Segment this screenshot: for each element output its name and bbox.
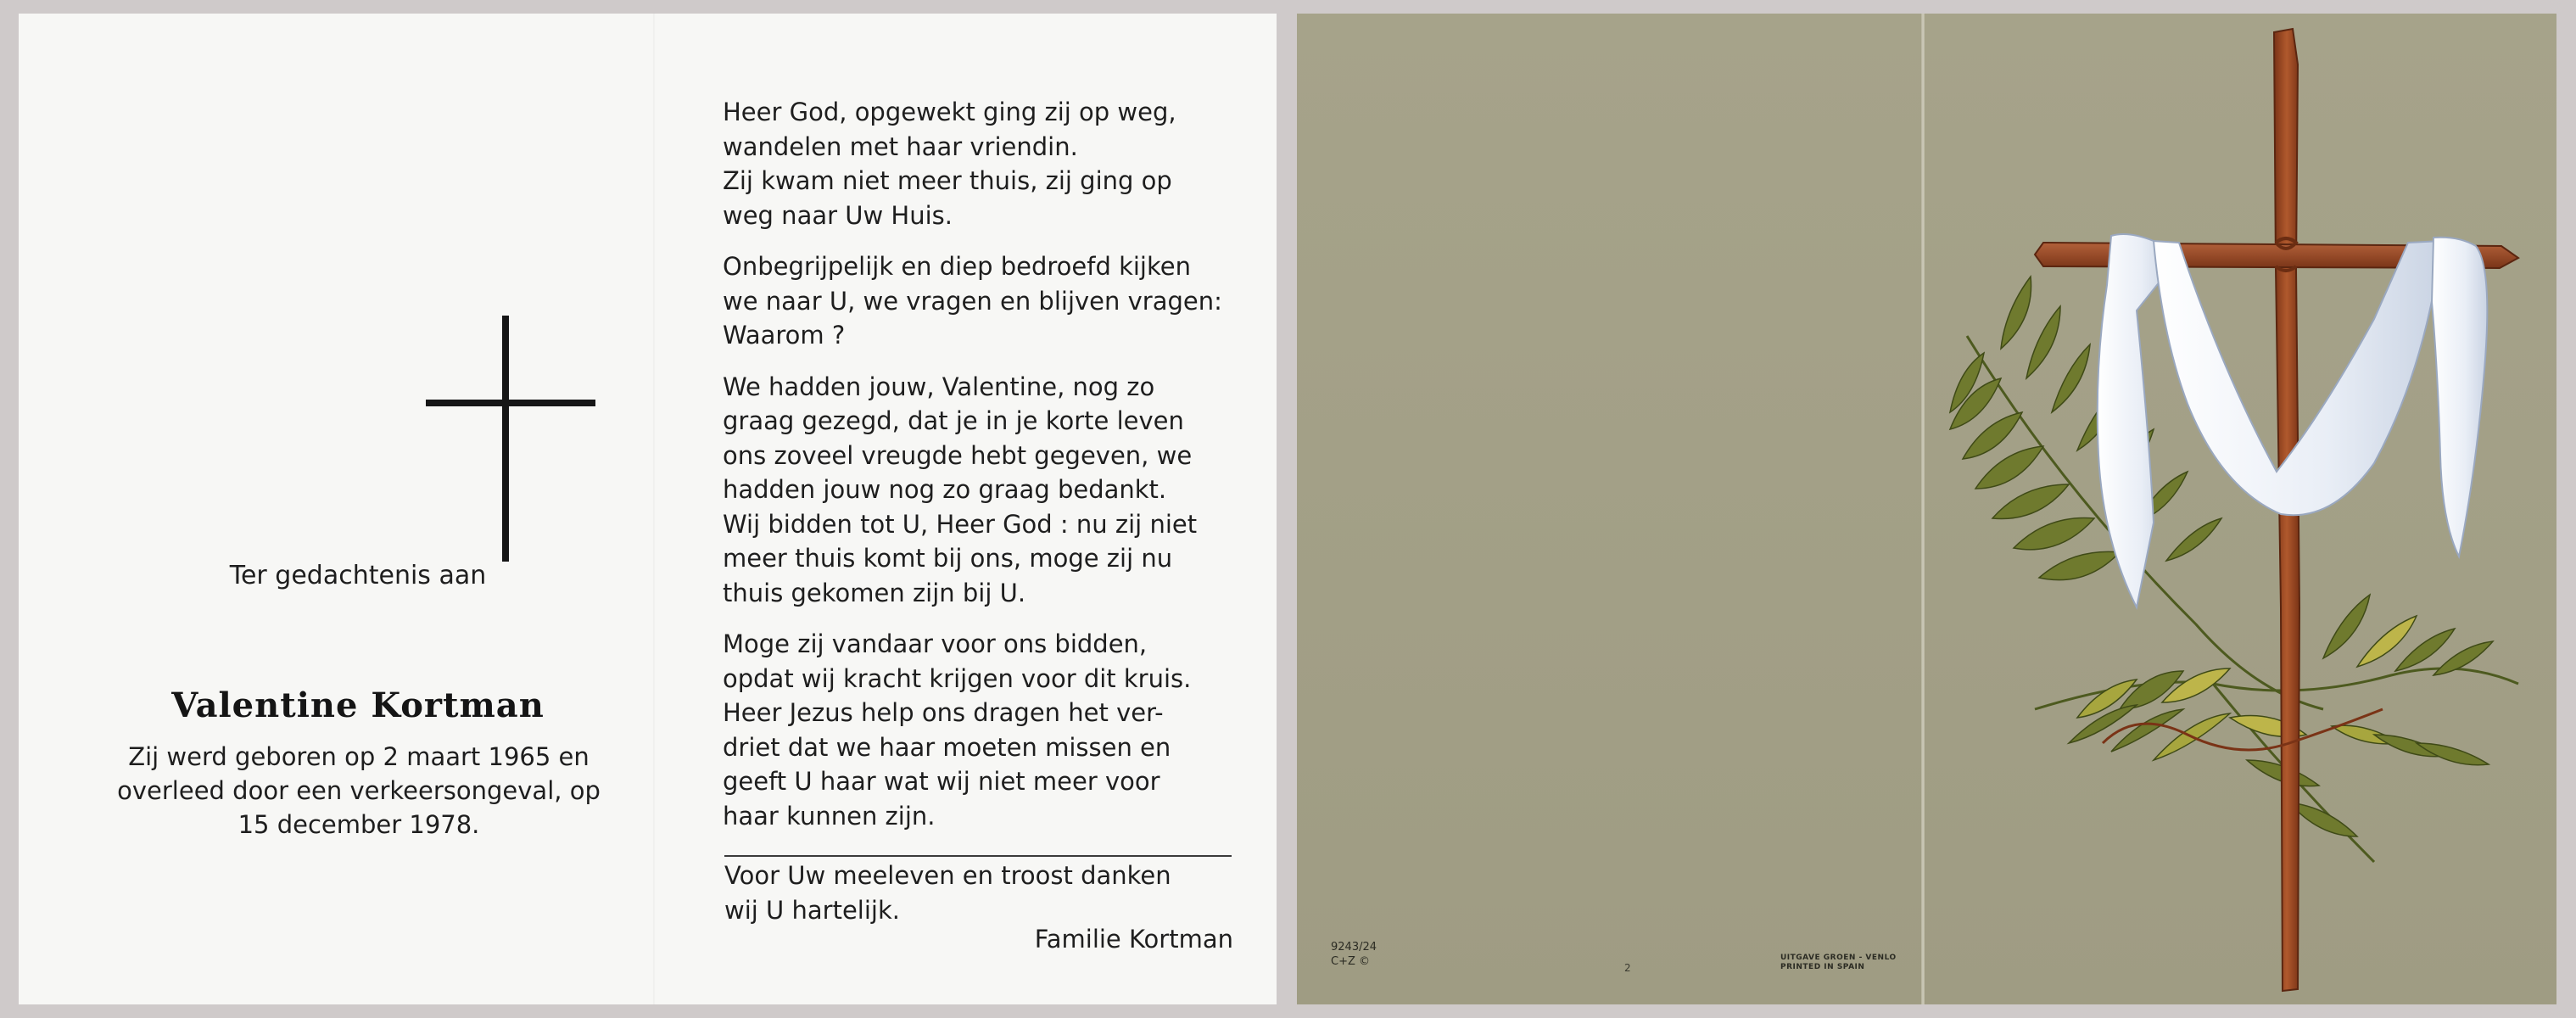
prayer-line: Zij kwam niet meer thuis, zij ging op bbox=[723, 166, 1172, 195]
bio-text bbox=[83, 740, 634, 842]
prayer-line: driet dat we haar moeten missen en bbox=[723, 732, 1171, 762]
publisher-imprint bbox=[1780, 954, 1897, 972]
prayer-line: opdat wij kracht krijgen voor dit kruis. bbox=[723, 663, 1192, 693]
fold-crease bbox=[1921, 14, 1925, 1004]
bio-line: overleed door een verkeersongeval, op bbox=[117, 776, 601, 805]
thanks-line: Voor Uw meeleven en troost danken bbox=[724, 861, 1171, 890]
fold-crease bbox=[653, 14, 655, 1004]
thanks-line: wij U hartelijk. bbox=[724, 895, 900, 925]
prayer-line: wandelen met haar vriendin. bbox=[723, 131, 1078, 161]
print-code bbox=[1331, 940, 1377, 969]
prayer-line: graag gezegd, dat je in je korte leven bbox=[723, 406, 1184, 435]
prayer-line: Wij bidden tot U, Heer God : nu zij niet bbox=[723, 509, 1198, 539]
catalog-number: 9243/24 bbox=[1331, 941, 1377, 954]
family-signature: Familie Kortman bbox=[1034, 925, 1233, 954]
in-memoriam-heading: Ter gedachtenis aan bbox=[229, 561, 487, 590]
prayer-stanza bbox=[723, 627, 1249, 833]
cross-with-shroud-illustration bbox=[1933, 14, 2556, 1004]
prayer-stanza bbox=[723, 249, 1249, 353]
prayer-line: weg naar Uw Huis. bbox=[723, 200, 953, 230]
prayer-line: Heer Jezus help ons dragen het ver- bbox=[723, 698, 1164, 727]
prayer-line: we naar U, we vragen en blijven vragen: bbox=[723, 286, 1222, 316]
publisher-logo: C+Z © bbox=[1331, 955, 1371, 968]
prayer-line: hadden jouw nog zo graag bedankt. bbox=[723, 475, 1167, 504]
prayer-line: We hadden jouw, Valentine, nog zo bbox=[723, 372, 1155, 401]
divider-line bbox=[724, 855, 1232, 857]
thanks-text bbox=[724, 859, 1232, 927]
prayer-line: meer thuis komt bij ons, moge zij nu bbox=[723, 544, 1173, 573]
page-number: 2 bbox=[1624, 962, 1631, 974]
card-inside-page bbox=[19, 14, 1277, 1004]
publisher-line: UITGAVE GROEN - VENLO bbox=[1780, 954, 1897, 962]
card-cover-page bbox=[1297, 14, 2556, 1004]
bio-line: Zij werd geboren op 2 maart 1965 en bbox=[128, 742, 590, 771]
prayer-line: Moge zij vandaar voor ons bidden, bbox=[723, 629, 1148, 658]
deceased-name: Valentine Kortman bbox=[171, 685, 545, 725]
bio-line: 15 december 1978. bbox=[237, 810, 480, 839]
prayer-text bbox=[723, 95, 1249, 850]
prayer-line: Heer God, opgewekt ging zij op weg, bbox=[723, 98, 1176, 126]
prayer-line: ons zoveel vreugde hebt gegeven, we bbox=[723, 440, 1193, 470]
prayer-stanza bbox=[723, 95, 1249, 232]
prayer-line: thuis gekomen zijn bij U. bbox=[723, 578, 1026, 607]
prayer-line: Onbegrijpelijk en diep bedroefd kijken bbox=[723, 252, 1191, 281]
prayer-stanza bbox=[723, 370, 1249, 611]
prayer-line: geeft U haar wat wij niet meer voor bbox=[723, 767, 1160, 796]
publisher-line: PRINTED IN SPAIN bbox=[1780, 963, 1865, 971]
cross-icon bbox=[412, 316, 601, 568]
prayer-line: Waarom ? bbox=[723, 321, 846, 350]
prayer-line: haar kunnen zijn. bbox=[723, 801, 936, 831]
